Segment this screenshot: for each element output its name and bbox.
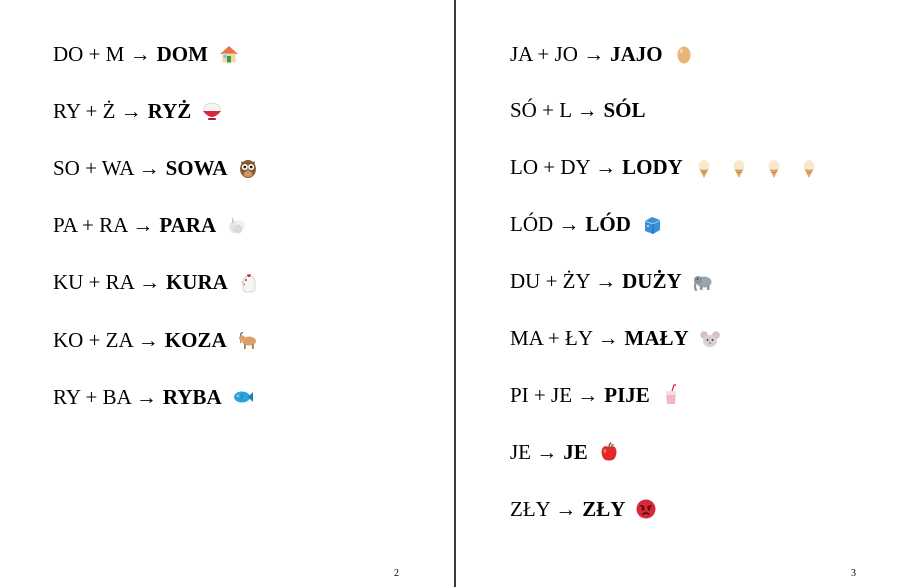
ice-cream-icon <box>693 157 715 179</box>
syllable-formula: JA + JO → <box>510 41 605 66</box>
elephant-icon <box>692 271 714 293</box>
word-line <box>53 95 236 127</box>
page-number-left: 2 <box>394 568 399 579</box>
icon-group <box>238 272 273 294</box>
egg-icon <box>673 43 695 65</box>
ice-cream-icon <box>798 157 820 179</box>
syllable-formula: KU + RA → <box>53 270 160 295</box>
word-line <box>510 38 708 70</box>
syllable-formula: LO + DY → <box>510 155 617 180</box>
answer-word: KOZA <box>164 327 227 352</box>
word-line <box>510 379 695 411</box>
icon-group <box>692 271 727 293</box>
word-line <box>510 95 646 127</box>
ice-cream-icon <box>763 157 785 179</box>
right-page <box>456 0 909 587</box>
answer-word: RYBA <box>162 384 222 409</box>
house-icon <box>218 43 240 65</box>
icon-group <box>226 215 261 237</box>
answer-word: SÓL <box>603 98 646 123</box>
syllable-formula: ZŁY → <box>510 496 577 521</box>
answer-word: RYŻ <box>147 98 192 123</box>
word-line <box>53 38 253 70</box>
syllable-formula: PA + RA → <box>53 213 154 238</box>
left-page <box>0 0 454 587</box>
icon-group <box>237 329 272 351</box>
icon-group <box>201 100 236 122</box>
apple-icon <box>598 441 620 463</box>
answer-word: LODY <box>622 155 683 180</box>
goat-icon <box>237 329 259 351</box>
icon-group <box>673 43 708 65</box>
word-line <box>53 381 267 413</box>
answer-word: KURA <box>165 270 228 295</box>
word-line <box>510 266 727 298</box>
syllable-formula: LÓD → <box>510 212 580 237</box>
icon-group <box>598 441 633 463</box>
answer-word: JAJO <box>610 41 663 66</box>
syllable-formula: SÓ + L → <box>510 98 598 123</box>
icon-group <box>699 328 734 350</box>
owl-icon <box>237 157 259 179</box>
page-number-right: 3 <box>851 568 856 579</box>
word-line <box>510 152 833 184</box>
fish-icon <box>232 386 254 408</box>
angry-face-icon <box>635 498 657 520</box>
syllable-formula: PI + JE → <box>510 382 599 407</box>
mouse-icon <box>699 328 721 350</box>
answer-word: PARA <box>159 213 217 238</box>
answer-word: LÓD <box>585 212 631 237</box>
word-line <box>510 323 734 355</box>
ice-cream-icon <box>728 157 750 179</box>
answer-word: ZŁY <box>582 496 626 521</box>
rice-bowl-icon <box>201 100 223 122</box>
answer-word: MAŁY <box>624 326 689 350</box>
word-line <box>510 436 633 468</box>
answer-word: DOM <box>156 41 208 66</box>
icon-group <box>693 157 833 179</box>
steam-icon <box>226 215 248 237</box>
icon-group <box>660 384 695 406</box>
drink-icon <box>660 384 682 406</box>
word-line <box>53 267 273 299</box>
word-line <box>53 152 272 184</box>
word-line <box>510 493 670 525</box>
answer-word: SOWA <box>165 155 228 180</box>
syllable-formula: DU + ŻY → <box>510 269 617 294</box>
word-line <box>53 210 261 242</box>
answer-word: DUŻY <box>622 269 682 294</box>
syllable-formula: RY + Ż → <box>53 98 142 123</box>
ice-cube-icon <box>641 214 663 236</box>
syllable-formula: SO + WA → <box>53 155 160 180</box>
icon-group <box>641 214 676 236</box>
answer-word: PIJE <box>604 382 650 407</box>
syllable-formula: KO + ZA → <box>53 327 159 352</box>
icon-group <box>635 498 670 520</box>
answer-word: JE <box>563 439 588 464</box>
syllable-formula: MA + ŁY → <box>510 326 619 350</box>
syllable-formula: DO + M → <box>53 41 151 66</box>
chicken-icon <box>238 272 260 294</box>
word-line <box>510 209 676 241</box>
word-line <box>53 324 272 356</box>
syllable-formula: JE → <box>510 439 558 464</box>
icon-group <box>218 43 253 65</box>
icon-group <box>237 157 272 179</box>
icon-group <box>232 386 267 408</box>
syllable-formula: RY + BA → <box>53 384 157 409</box>
